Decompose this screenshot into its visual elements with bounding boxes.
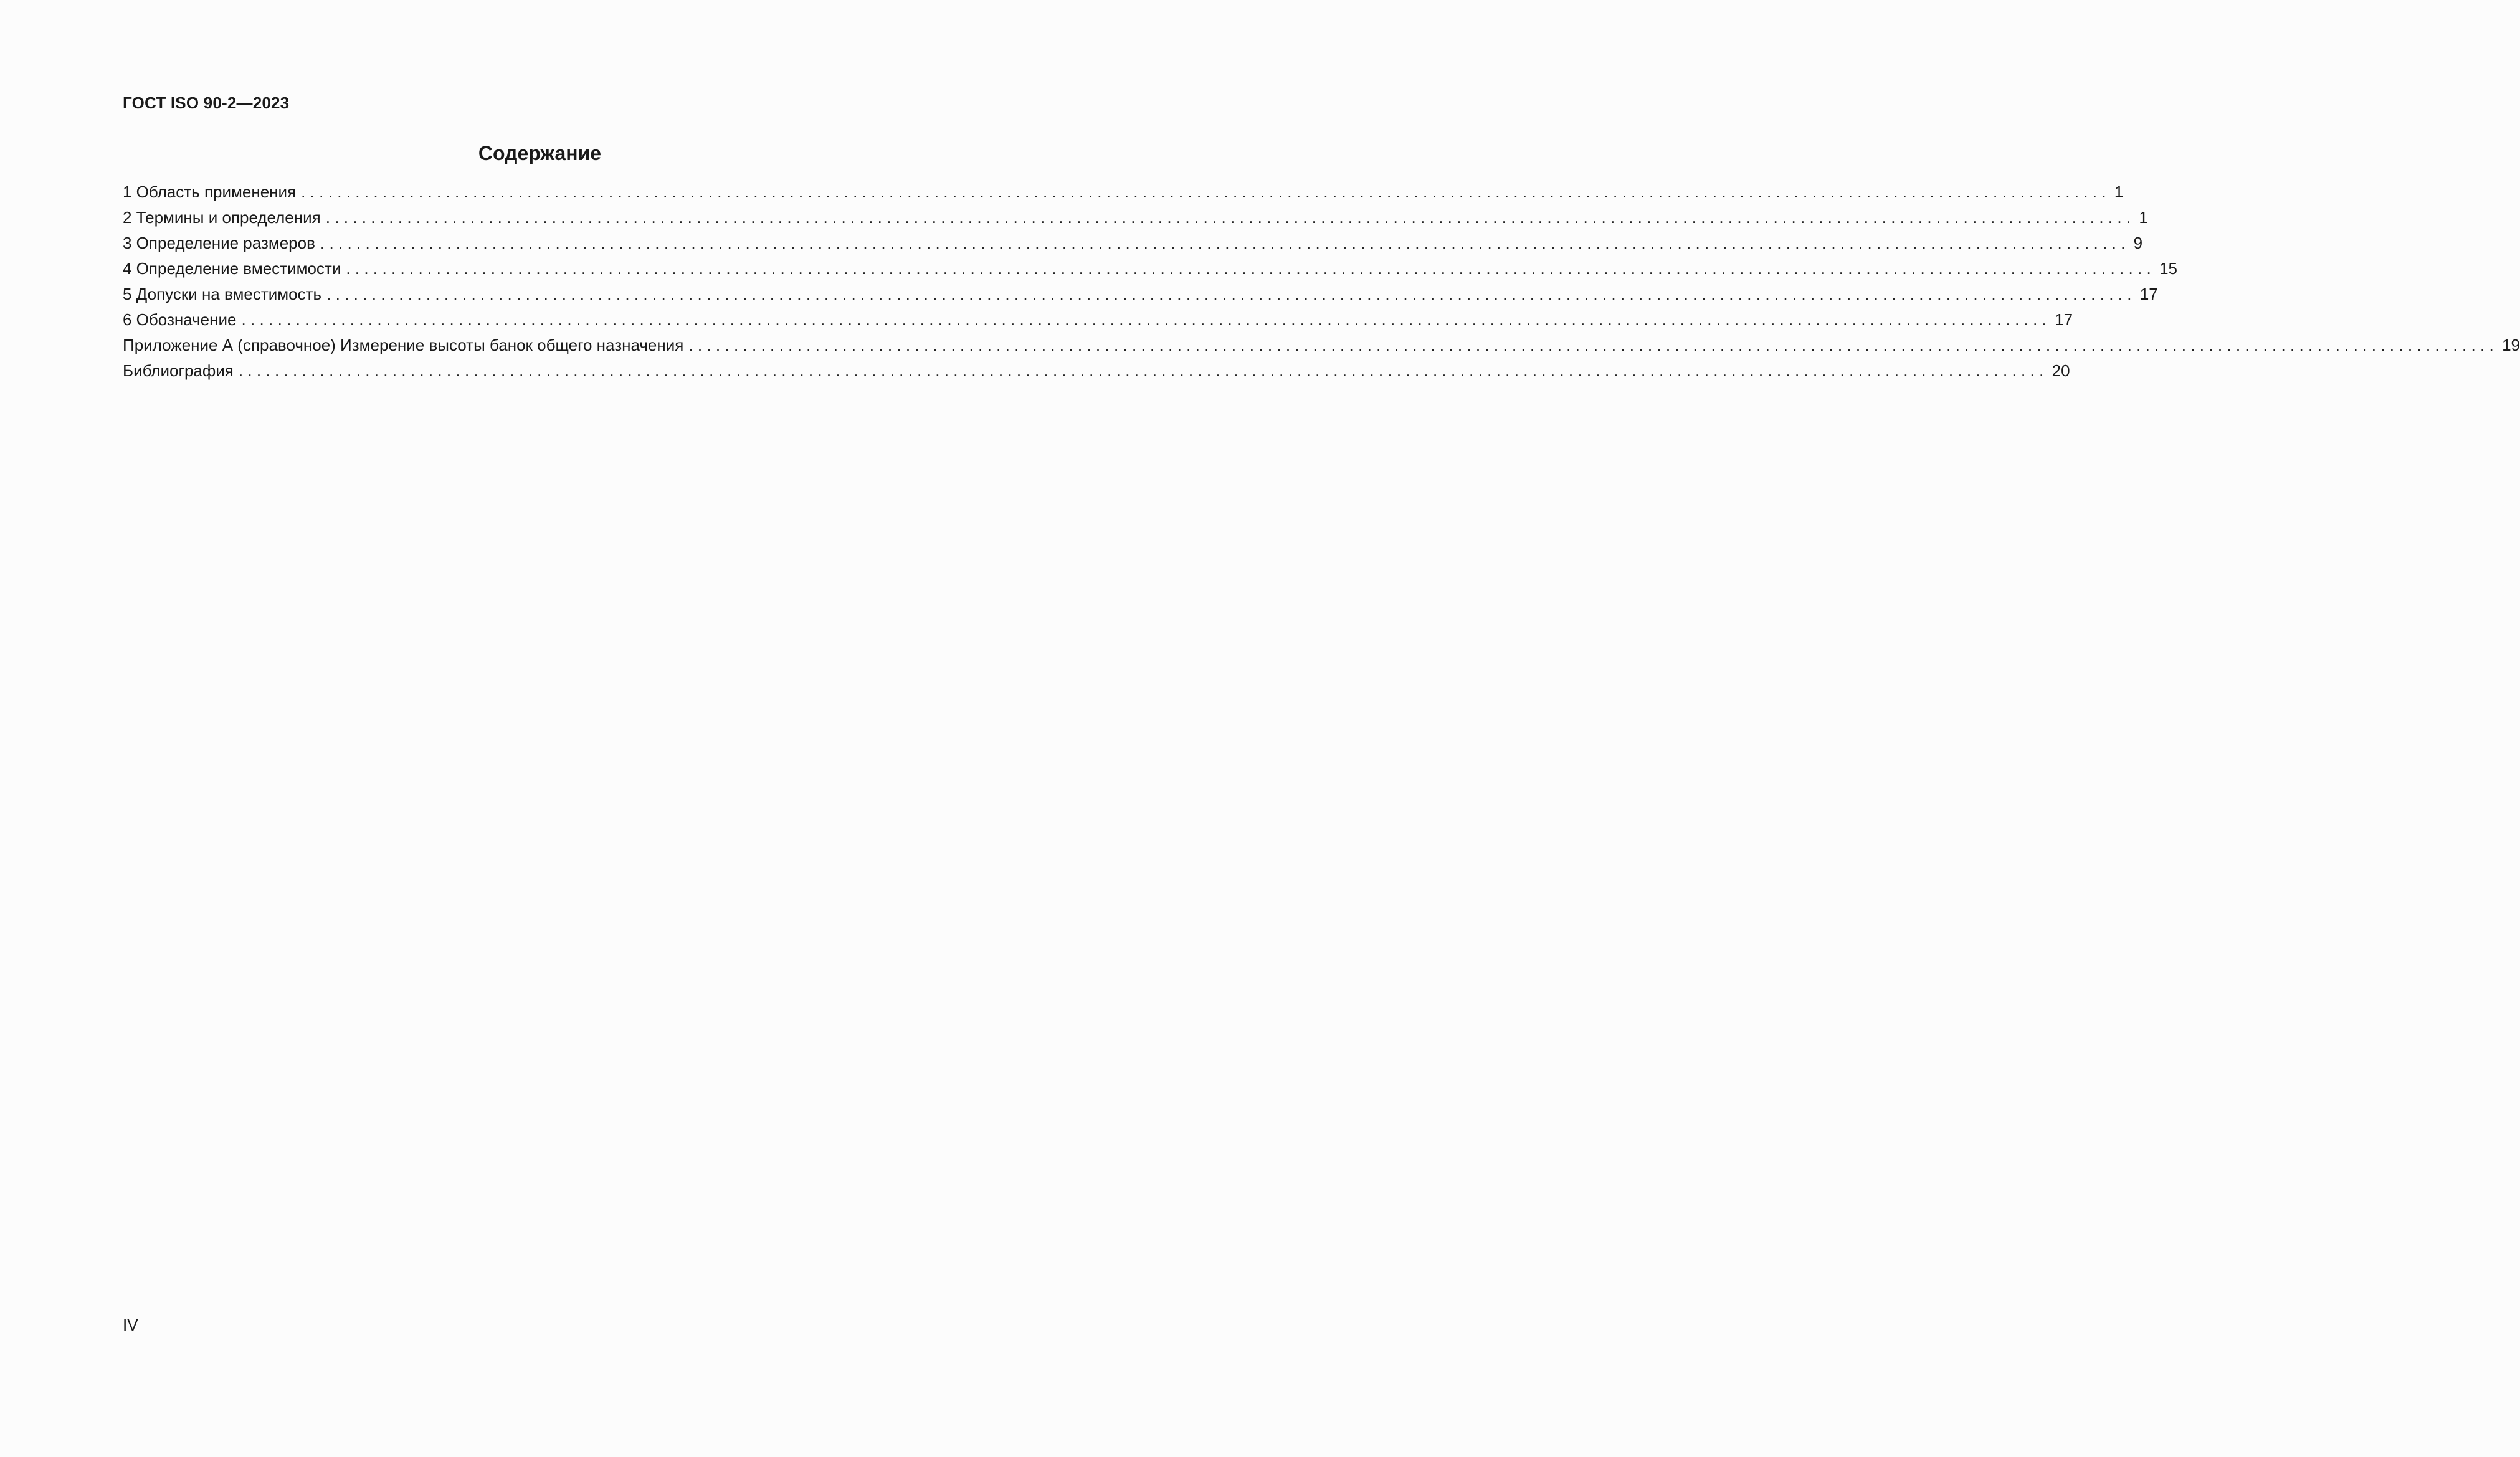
toc-entry-page: 1 <box>2139 208 2148 227</box>
toc-entry-scope[interactable] <box>123 181 2124 206</box>
table-of-contents <box>123 181 2520 385</box>
toc-entry-tolerances[interactable] <box>123 283 2158 308</box>
toc-entry-capacity[interactable] <box>123 257 2178 283</box>
toc-dot-leader: ........................................................................................................................................................................................................ <box>326 285 2136 303</box>
toc-entry-annex-a[interactable] <box>123 334 2520 359</box>
toc-title: Содержание <box>478 142 602 164</box>
toc-entry-page: 15 <box>2159 259 2178 278</box>
toc-entry-text: Библиография <box>123 361 234 380</box>
toc-dot-leader: ........................................................................................................................................................................................................ <box>688 336 2499 354</box>
toc-entry-text: 4 Определение вместимости <box>123 259 341 278</box>
toc-entry-text: 3 Определение размеров <box>123 234 315 252</box>
toc-entry-terms[interactable] <box>123 206 2148 232</box>
toc-dot-leader: ........................................................................................................................................................................................................ <box>346 259 2156 278</box>
toc-entry-page: 20 <box>2052 361 2070 380</box>
toc-entry-text: 6 Обозначение <box>123 310 237 329</box>
toc-entry-page: 17 <box>2055 310 2073 329</box>
toc-entry-bibliography[interactable] <box>123 359 2070 385</box>
toc-entry-page: 1 <box>2114 183 2124 201</box>
toc-entry-text: Приложение А (справочное) Измерение высоты банок общего назначения <box>123 336 684 354</box>
toc-entry-text: 5 Допуски на вместимость <box>123 285 322 303</box>
toc-entry-text: 1 Область применения <box>123 183 297 201</box>
toc-dot-leader: ........................................................................................................................................................................................................ <box>301 183 2111 201</box>
toc-entry-designation[interactable] <box>123 308 2073 334</box>
toc-entry-dimensions[interactable] <box>123 232 2143 257</box>
toc-entry-page: 19 <box>2502 336 2520 354</box>
toc-entry-text: 2 Термины и определения <box>123 208 321 227</box>
toc-entry-page: 9 <box>2133 234 2143 252</box>
document-header: ГОСТ ISO 90-2—2023 <box>123 93 290 112</box>
toc-dot-leader: ........................................................................................................................................................................................................ <box>241 310 2052 329</box>
toc-entry-page: 17 <box>2139 285 2158 303</box>
toc-dot-leader: ........................................................................................................................................................................................................ <box>320 234 2130 252</box>
toc-dot-leader: ........................................................................................................................................................................................................ <box>325 208 2136 227</box>
toc-dot-leader: ........................................................................................................................................................................................................ <box>238 361 2048 380</box>
page-number: IV <box>123 1316 138 1334</box>
